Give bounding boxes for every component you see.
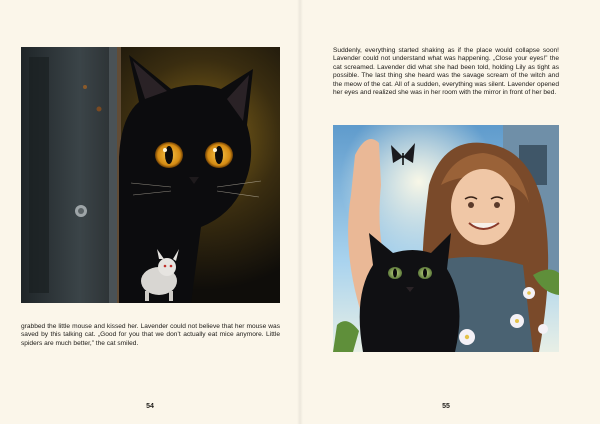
black-cat-illustration [21,47,280,303]
right-page [300,0,600,424]
page-number-right: 55 [442,403,450,410]
left-page-paragraph: grabbed the little mouse and kissed her. Lavender could not believe that her mouse was saved by this talking cat. „Good for you that we don’t actually eat mice anymore. Little spiders are much better,” the cat smiled. [21,323,280,347]
girl-and-cat-illustration [333,125,559,352]
page-number-left: 54 [146,403,154,410]
right-page-paragraph: Suddenly, everything started shaking as if the place would collapse soon! Lavender could not understand what was happening. „Close your eyes!” the cat screamed. Lavender did what she had been told, holding Lily as tight as possible. The last thing she heard was the savage scream of the witch and the meow of the cat. All of a sudden, everything was silent. Lavender opened her eyes and realized she was in her room with the mirror in front of her bed. [333,47,559,97]
